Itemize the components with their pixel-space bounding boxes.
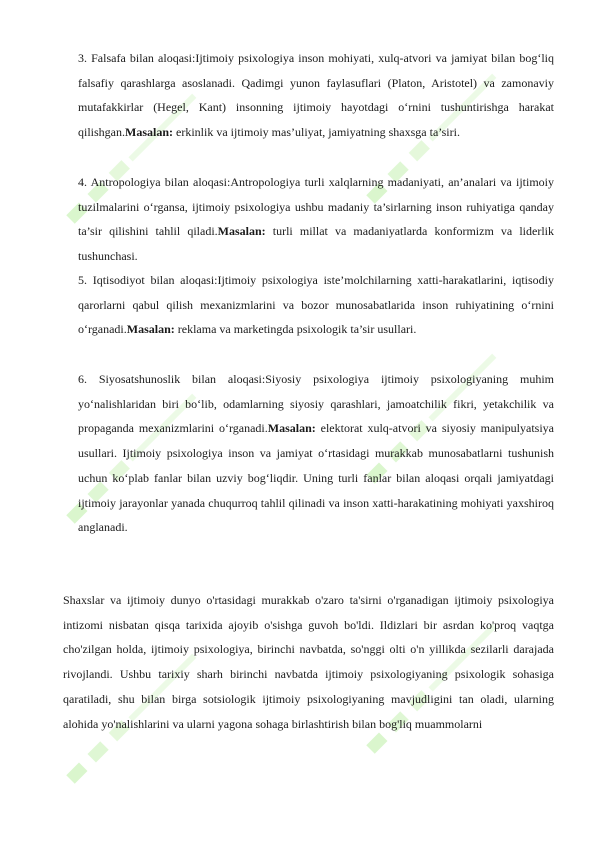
list-item-philosophy: 3. Falsafa bilan aloqasi:Ijtimoiy psixologiya inson mohiyati, xulq-atvori va jamiyat bilan bog‘liq falsafiy qarashlarga asoslanadi. Qadimgi yunon faylasuflari (Platon, Aristotel) va zamonaviy mutafakkirlar (Hegel, Kant) insonning ijtimoiy hayotdagi o‘rnini tushuntirishga harakat qilishgan.Masalan: erkinlik va ijtimoiy mas’uliyat, jamiyatning shaxsga ta’siri. [78, 51, 554, 140]
body-paragraph: Shaxslar va ijtimoiy dunyo o'rtasidagi murakkab o'zaro ta'sirni o'rganadigan ijtimoiy psixologiya intizomi nisbatan qisqa tarixida ajoyib o'sishga guvoh bo'ldi. Ildizlari bir asrdan ko'proq vaqtga cho'zilgan holda, ijtimoiy psixologiya, birinchi navbatda, so'nggi olti o'n yillikda sezilarli darajada rivojlandi. Ushbu tarixiy sharh birinchi navbatda ijtimoiy psixologiyaning psixologik sohasiga qaratiladi, shu bilan birga sotsiologik ijtimoiy psixologiyaning mavjudligini tan oladi, ularning alohida yo'nalishlarini va ularni yagona sohaga birlashtirish bilan bog'liq muammolarni [63, 593, 554, 731]
example-label: Masalan: [126, 322, 175, 337]
example-label: Masalan: [125, 125, 173, 140]
list-item-anthropology: 4. Antropologiya bilan aloqasi:Antropologiya turli xalqlarning madaniyati, an’analari va ijtimoiy tuzilmalarini o‘rgansa, ijtimoiy psixologiya ushbu madaniy ta’sirlarning inson ruhiyatiga qanday ta’sir qilishini tahlil qiladi.Masalan: turli millat va madaniyatlarda konformizm va liderlik tushunchasi. [78, 175, 554, 264]
example-label: Masalan: [217, 224, 266, 239]
example-label: Masalan: [267, 421, 316, 436]
list-item-economics: 5. Iqtisodiyot bilan aloqasi:Ijtimoiy psixologiya iste’molchilarning xatti-harakatlarini, iqtisodiy qarorlarni qabul qilish mexanizmlarini va bozor munosabatlarida inson ruhiyatining o‘rnini o‘rganadi.Masalan: reklama va marketingda psixologik ta’sir usullari. [78, 273, 554, 337]
list-item-political-science: 6. Siyosatshunoslik bilan aloqasi:Siyosiy psixologiya ijtimoiy psixologiyaning muhim yo‘nalishlaridan biri bo‘lib, odamlarning siyosiy qarashlari, jamoatchilik fikri, yetakchilik va propaganda mexanizmlarini o‘rganadi.Masalan: elektorat xulq-atvori va siyosiy manipulyatsiya usullari. Ijtimoiy psixologiya inson va jamiyat o‘rtasidagi murakkab munosabatlarni tushunish uchun ko‘plab fanlar bilan uzviy bog‘liqdir. Uning turli fanlar bilan aloqasi orqali jamiyatdagi ijtimoiy jarayonlar yanada chuqurroq tahlil qilinadi va inson xatti-harakatining mohiyati yaxshiroq anglanadi. [78, 372, 555, 535]
